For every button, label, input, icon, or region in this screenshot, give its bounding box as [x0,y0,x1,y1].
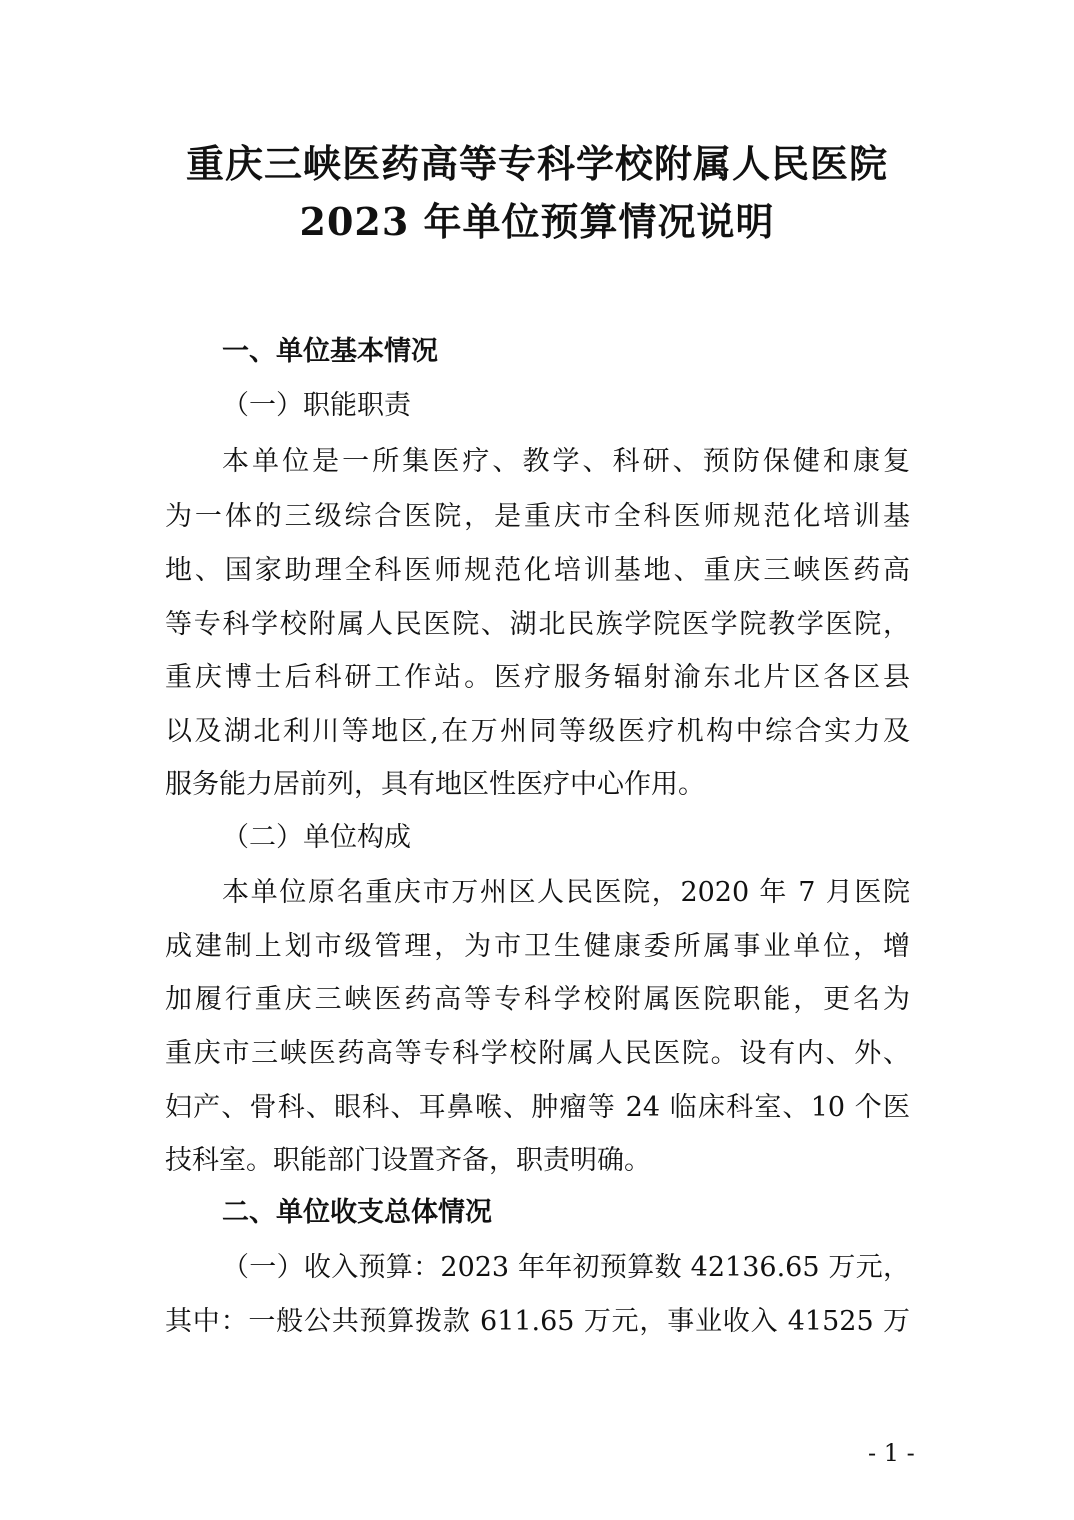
paragraph-line: 等专科学校附属人民医院、湖北民族学院医学院教学医院， [165,609,910,640]
paragraph-line: 技科室。职能部门设置齐备，职责明确。 [165,1145,651,1176]
subsection-heading-duties: （一）职能职责 [222,390,411,421]
page-number: - 1 - [868,1439,915,1467]
paragraph-line: 其中：一般公共预算拨款 611.65 万元，事业收入 41525 万 [165,1306,910,1337]
paragraph-line: 妇产、骨科、眼科、耳鼻喉、肿瘤等 24 临床科室、10 个医 [165,1092,910,1123]
paragraph-line: 服务能力居前列，具有地区性医疗中心作用。 [165,769,705,800]
paragraph-line: 地、国家助理全科医师规范化培训基地、重庆三峡医药高 [165,555,910,586]
paragraph-line: 重庆博士后科研工作站。医疗服务辐射渝东北片区各区县 [165,662,910,693]
document-title-line-2: 2023 年单位预算情况说明 [299,199,775,244]
paragraph-line: （一）收入预算：2023 年年初预算数 42136.65 万元， [222,1252,910,1283]
paragraph-line: 成建制上划市级管理，为市卫生健康委所属事业单位，增 [165,931,910,962]
paragraph-line: 重庆市三峡医药高等专科学校附属人民医院。设有内、外、 [165,1038,910,1069]
section-heading-budget-overview: 二、单位收支总体情况 [222,1197,492,1228]
section-heading-basic-info: 一、单位基本情况 [222,336,438,367]
paragraph-line: 本单位是一所集医疗、教学、科研、预防保健和康复 [222,446,910,477]
paragraph-line: 加履行重庆三峡医药高等专科学校附属医院职能，更名为 [165,984,910,1015]
paragraph-line: 以及湖北利川等地区,在万州同等级医疗机构中综合实力及 [165,716,910,747]
document-title-line-1: 重庆三峡医药高等专科学校附属人民医院 [185,141,888,186]
paragraph-line: 为一体的三级综合医院，是重庆市全科医师规范化培训基 [165,501,910,532]
subsection-heading-composition: （二）单位构成 [222,822,411,853]
paragraph-line: 本单位原名重庆市万州区人民医院，2020 年 7 月医院 [222,877,910,908]
